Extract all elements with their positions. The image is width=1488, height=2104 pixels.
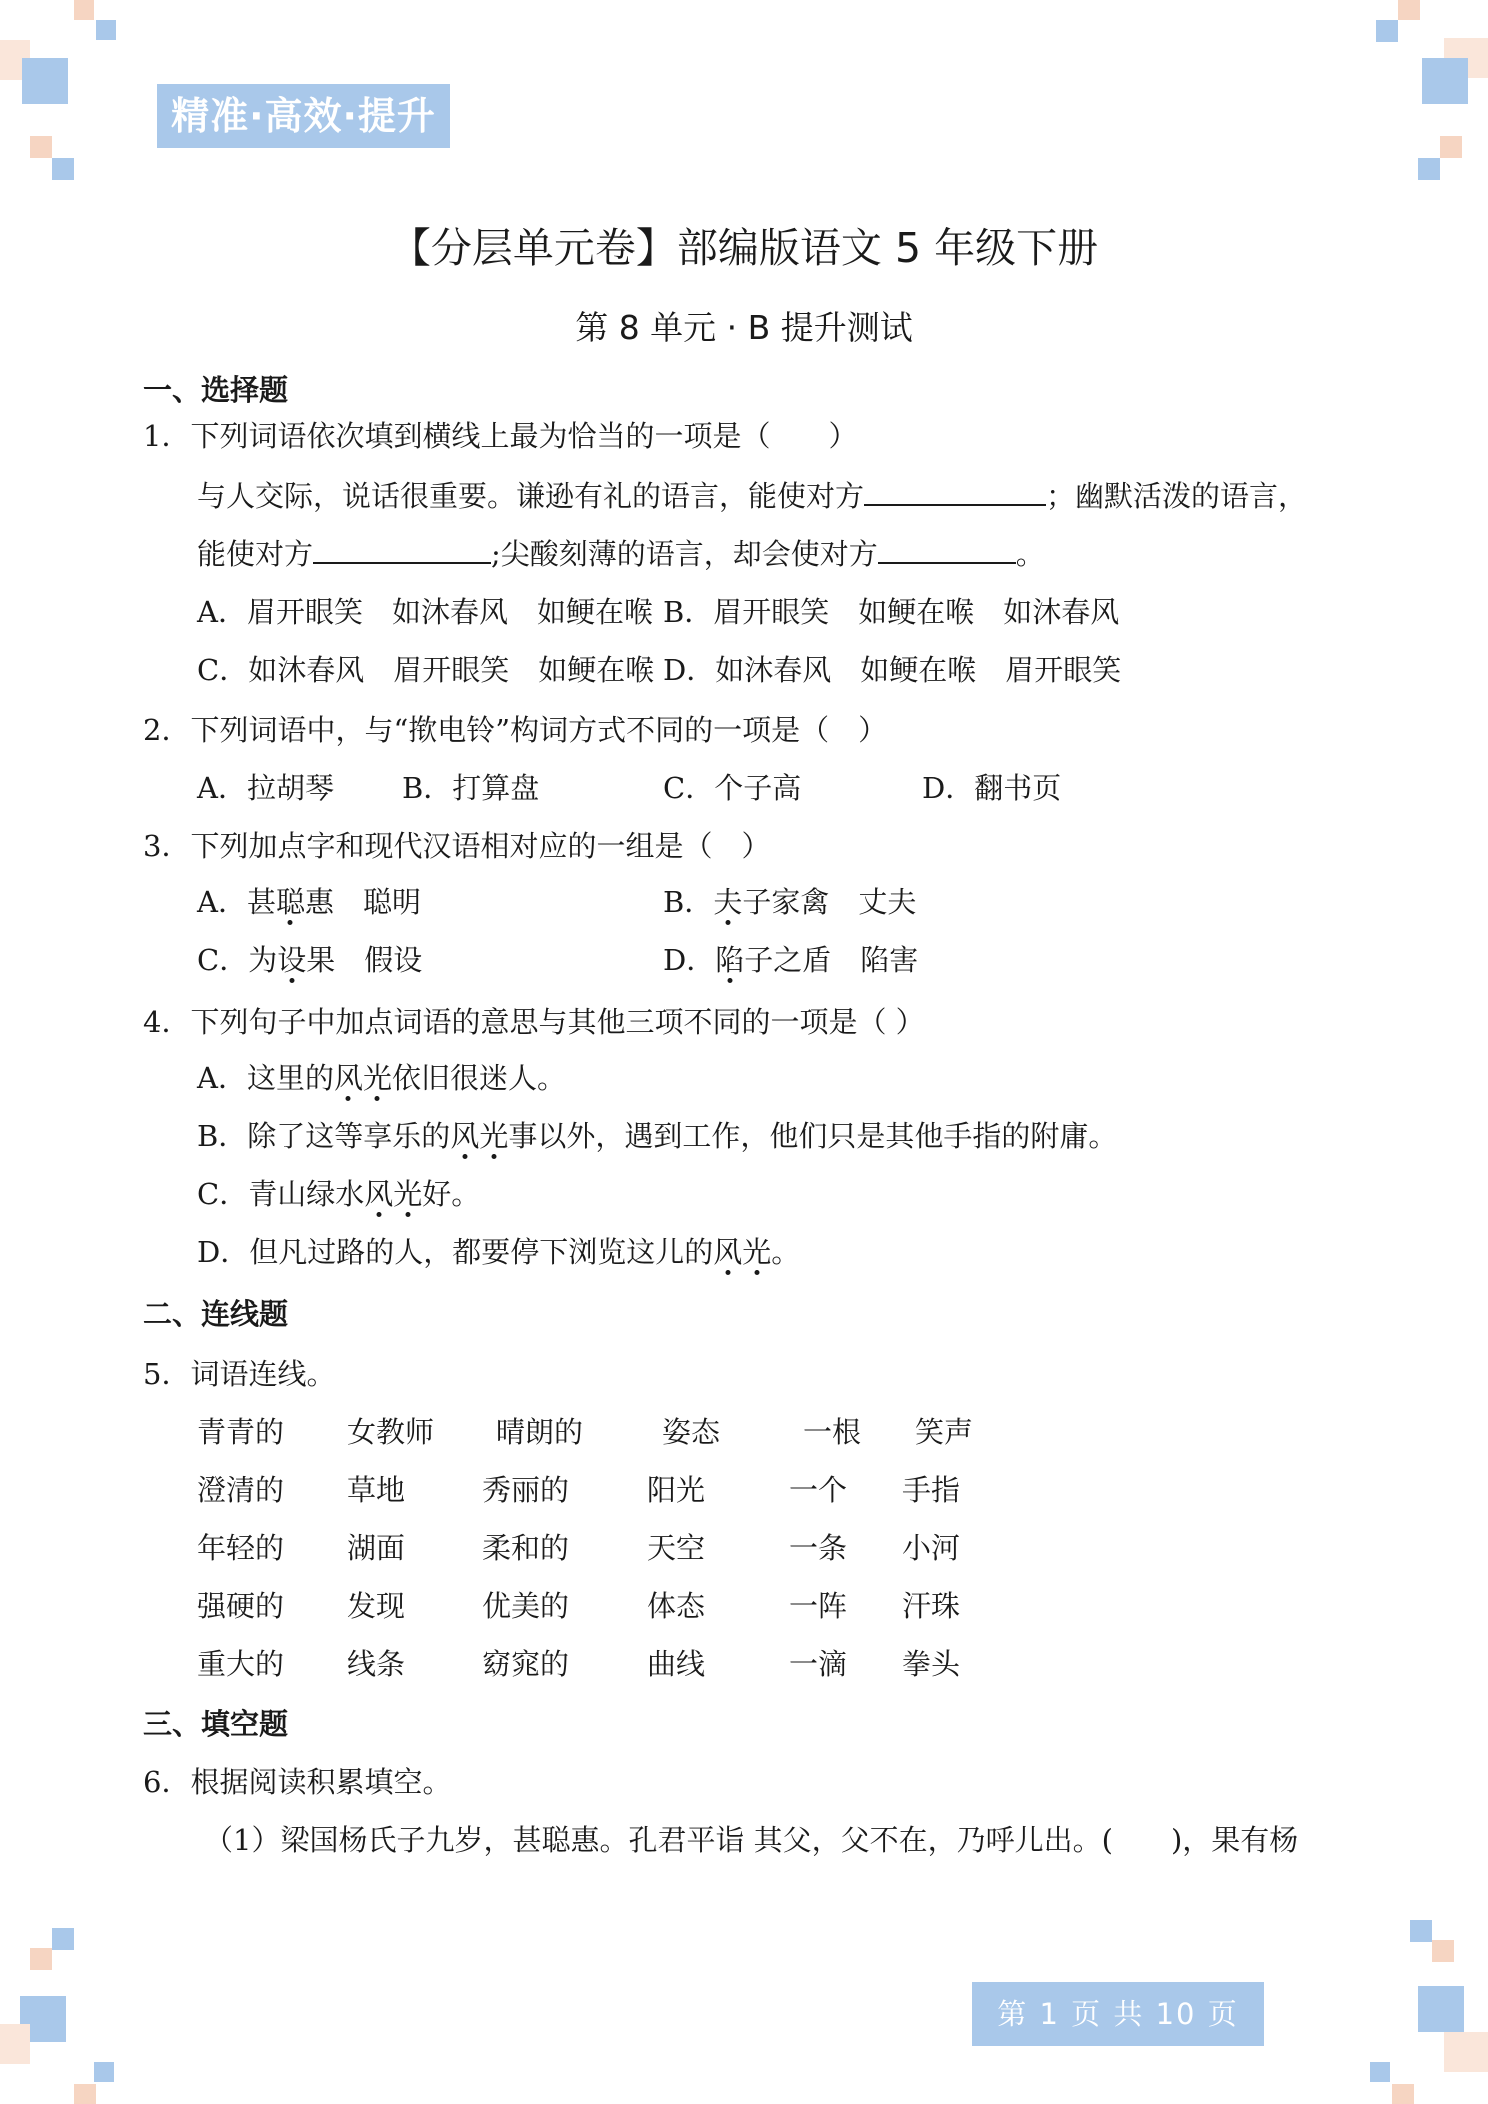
match-word[interactable]: 青青的 [197, 1415, 285, 1449]
option-text: A．这里的 [197, 1061, 334, 1095]
decor-square [1410, 1920, 1432, 1942]
question-1-stem: 1．下列词语依次填到横线上最为恰当的一项是（ ） [143, 419, 858, 453]
header-banner: 精准·高效·提升 [157, 84, 450, 148]
match-word[interactable]: 体态 [647, 1589, 706, 1623]
question-2-option-c[interactable]: C．个子高 [663, 771, 802, 805]
match-word[interactable]: 窈窕的 [482, 1647, 570, 1681]
question-4-option-b[interactable] [197, 1116, 1117, 1156]
decor-square [52, 158, 74, 180]
decor-square [1444, 2032, 1488, 2072]
decor-square [1392, 2084, 1414, 2104]
decor-square [1418, 1986, 1464, 2032]
decor-square [1440, 136, 1462, 158]
question-4-option-c[interactable] [197, 1174, 480, 1214]
question-3-option-a[interactable] [197, 882, 421, 922]
match-word[interactable]: 汗珠 [902, 1589, 961, 1623]
option-text: 果 假设 [306, 943, 423, 977]
section-heading-fill-in: 三、填空题 [143, 1707, 289, 1741]
page-title: 【分层单元卷】部编版语文 5 年级下册 [389, 224, 1099, 272]
answer-blank[interactable] [878, 534, 1016, 564]
match-word[interactable]: 发现 [347, 1589, 406, 1623]
answer-blank[interactable] [864, 476, 1046, 506]
match-word[interactable]: 一滴 [789, 1647, 848, 1681]
question-1-passage-line-2 [197, 534, 1045, 574]
question-6-stem: 6．根据阅读积累填空。 [143, 1765, 452, 1799]
match-word[interactable]: 阳光 [647, 1473, 706, 1507]
decor-square [1422, 58, 1468, 104]
dotted-character: 风 [364, 1177, 394, 1211]
decor-square [1432, 1940, 1454, 1962]
match-word[interactable]: 女教师 [347, 1415, 435, 1449]
question-2-stem: 2．下列词语中，与“揿电铃”构词方式不同的一项是（ ） [143, 713, 888, 747]
option-text: D．但凡过路的人，都要停下浏览这儿的 [197, 1235, 714, 1269]
match-word[interactable]: 年轻的 [197, 1531, 285, 1565]
question-1-passage-line-1 [197, 476, 1307, 516]
decor-square [1370, 2062, 1390, 2082]
match-word[interactable]: 晴朗的 [496, 1415, 584, 1449]
match-word[interactable]: 一阵 [789, 1589, 848, 1623]
dotted-character: 风 [713, 1235, 743, 1269]
dotted-character: 光 [742, 1235, 772, 1269]
dotted-character: 设 [277, 943, 307, 977]
dotted-character: 风 [450, 1119, 480, 1153]
question-4-stem: 4．下列句子中加点词语的意思与其他三项不同的一项是（ ） [143, 1005, 925, 1039]
match-word[interactable]: 拳头 [902, 1647, 961, 1681]
dotted-character: 光 [393, 1177, 423, 1211]
question-1-option-b[interactable]: B．眉开眼笑 如鲠在喉 如沐春风 [663, 595, 1120, 629]
decor-square [1398, 0, 1420, 20]
question-1-option-a[interactable]: A．眉开眼笑 如沐春风 如鲠在喉 [197, 595, 653, 629]
question-1-option-d[interactable]: D．如沐春风 如鲠在喉 眉开眼笑 [663, 653, 1122, 687]
decor-square [74, 0, 94, 20]
match-word[interactable]: 一个 [789, 1473, 848, 1507]
match-word[interactable]: 小河 [902, 1531, 961, 1565]
section-heading-choice: 一、选择题 [143, 373, 289, 407]
answer-blank[interactable] [313, 534, 491, 564]
match-word[interactable]: 强硬的 [197, 1589, 285, 1623]
option-text: C．为 [197, 943, 278, 977]
passage-text: ;尖酸刻薄的语言，却会使对方 [491, 537, 878, 571]
match-word[interactable]: 重大的 [197, 1647, 285, 1681]
dotted-character: 光 [362, 1061, 392, 1095]
option-text: B．除了这等享乐的 [197, 1119, 451, 1153]
question-3-option-b[interactable] [663, 882, 916, 922]
dotted-character: 光 [479, 1119, 509, 1153]
decor-square [74, 2084, 96, 2104]
match-word[interactable]: 线条 [347, 1647, 406, 1681]
match-word[interactable]: 手指 [902, 1473, 961, 1507]
match-word[interactable]: 湖面 [347, 1531, 406, 1565]
option-text: 子之盾 陷害 [744, 943, 919, 977]
match-word[interactable]: 曲线 [647, 1647, 706, 1681]
option-text: 事以外，遇到工作，他们只是其他手指的附庸。 [508, 1119, 1118, 1153]
decor-square [96, 20, 116, 40]
option-text: D． [663, 943, 716, 977]
dotted-character: 风 [333, 1061, 363, 1095]
match-word[interactable]: 草地 [347, 1473, 406, 1507]
question-2-option-a[interactable]: A．拉胡琴 [197, 771, 334, 805]
decor-square [30, 136, 52, 158]
question-1-option-c[interactable]: C．如沐春风 眉开眼笑 如鲠在喉 [197, 653, 655, 687]
match-word[interactable]: 一条 [789, 1531, 848, 1565]
question-4-option-d[interactable] [197, 1232, 800, 1272]
option-text: 好。 [422, 1177, 481, 1211]
question-6-item-1: （1）梁国杨氏子九岁，甚聪惠。孔君平诣 其父，父不在，乃呼儿出。( )，果有杨 [204, 1823, 1299, 1857]
match-word[interactable]: 优美的 [482, 1589, 570, 1623]
decor-square [94, 2062, 114, 2082]
passage-text: ；幽默活泼的语言， [1046, 479, 1308, 513]
match-word[interactable]: 澄清的 [197, 1473, 285, 1507]
decor-square [30, 1948, 52, 1970]
match-word[interactable]: 秀丽的 [482, 1473, 570, 1507]
page-subtitle: 第 8 单元 · B 提升测试 [575, 308, 913, 347]
passage-text: 能使对方 [197, 537, 314, 571]
decor-square [0, 2024, 30, 2064]
question-2-option-b[interactable]: B．打算盘 [402, 771, 540, 805]
match-word[interactable]: 一根 [803, 1415, 862, 1449]
decor-square [1376, 20, 1398, 42]
option-text: 惠 聪明 [304, 885, 421, 919]
section-heading-matching: 二、连线题 [143, 1297, 289, 1331]
option-text: C．青山绿水 [197, 1177, 365, 1211]
match-word[interactable]: 柔和的 [482, 1531, 570, 1565]
decor-square [1418, 158, 1440, 180]
passage-text: 。 [1015, 537, 1045, 571]
option-text: 子家禽 丈夫 [742, 885, 917, 919]
page-number-badge: 第 1 页 共 10 页 [972, 1982, 1264, 2046]
question-5-stem: 5．词语连线。 [143, 1357, 336, 1391]
option-text: B． [663, 885, 714, 919]
decor-square [22, 58, 68, 104]
match-word[interactable]: 姿态 [662, 1415, 721, 1449]
dotted-character: 聪 [275, 885, 305, 919]
option-text: A．甚 [197, 885, 276, 919]
question-4-option-a[interactable] [197, 1058, 566, 1098]
question-3-stem: 3．下列加点字和现代汉语相对应的一组是（ ） [143, 829, 771, 863]
decor-square [52, 1928, 74, 1950]
question-3-option-d[interactable] [663, 940, 918, 980]
match-word[interactable]: 笑声 [915, 1415, 974, 1449]
dotted-character: 夫 [713, 885, 743, 919]
match-word[interactable]: 天空 [647, 1531, 706, 1565]
question-2-option-d[interactable]: D．翻书页 [922, 771, 1062, 805]
option-text: 依旧很迷人。 [391, 1061, 566, 1095]
passage-text: 与人交际，说话很重要。谦逊有礼的语言，能使对方 [197, 479, 865, 513]
dotted-character: 陷 [715, 943, 745, 977]
option-text: 。 [771, 1235, 801, 1269]
question-3-option-c[interactable] [197, 940, 422, 980]
